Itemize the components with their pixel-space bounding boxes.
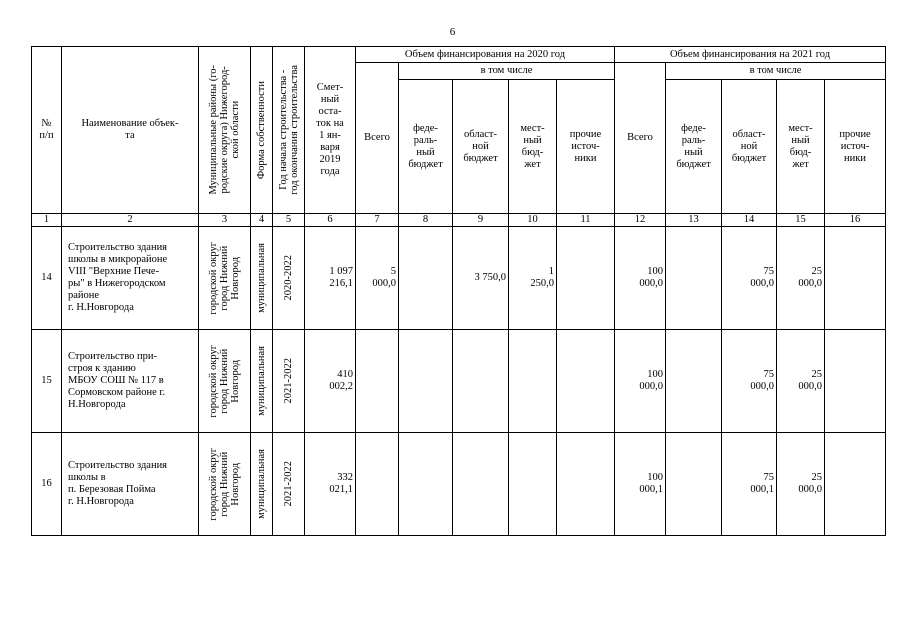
row-regional-2020 <box>453 330 509 433</box>
row-total-2021: 100 000,0 <box>615 330 666 433</box>
row-federal-2021 <box>666 227 722 330</box>
column-number-row <box>32 214 886 227</box>
col-number: 4 <box>251 214 273 227</box>
table-row <box>32 330 886 433</box>
row-regional-2021: 75 000,1 <box>722 433 777 536</box>
row-federal-2021 <box>666 330 722 433</box>
row-local-2021: 25 000,0 <box>777 433 825 536</box>
row-balance: 1 097 216,1 <box>305 227 356 330</box>
header-ownership: Форма собственности <box>256 80 267 180</box>
row-other-2020 <box>557 433 615 536</box>
col-number: 2 <box>62 214 199 227</box>
header-years: Год начала строительства - год окончания строительства <box>277 65 300 195</box>
col-number: 3 <box>199 214 251 227</box>
row-federal-2020 <box>399 330 453 433</box>
row-num: 15 <box>32 330 62 433</box>
row-regional-2021: 75 000,0 <box>722 330 777 433</box>
row-balance: 410 002,2 <box>305 330 356 433</box>
row-regional-2020: 3 750,0 <box>453 227 509 330</box>
row-total-2020 <box>356 433 399 536</box>
header-name: Наименование объек- та <box>62 47 199 214</box>
header-including-2020: в том числе <box>399 63 615 80</box>
header-including-2021: в том числе <box>666 63 886 80</box>
col-number: 6 <box>305 214 356 227</box>
header-other-2021: прочие источ- ники <box>825 80 886 214</box>
col-number: 12 <box>615 214 666 227</box>
row-ownership: муниципальная <box>256 449 267 519</box>
header-total-2021: Всего <box>615 63 666 214</box>
row-local-2020: 1 250,0 <box>509 227 557 330</box>
row-district: городской округ город Нижний Новгород <box>208 241 241 315</box>
col-number: 15 <box>777 214 825 227</box>
col-number: 9 <box>453 214 509 227</box>
row-district: городской округ город Нижний Новгород <box>208 344 241 418</box>
col-number: 7 <box>356 214 399 227</box>
header-local-2020: мест- ный бюд- жет <box>509 80 557 214</box>
row-local-2021: 25 000,0 <box>777 227 825 330</box>
col-number: 8 <box>399 214 453 227</box>
row-name: Строительство здания школы в микрорайоне VIII "Верхние Пече- ры" в Нижегородском районе г. Н.Новгорода <box>62 227 199 330</box>
row-ownership: муниципальная <box>256 346 267 416</box>
table-row <box>32 433 886 536</box>
row-num: 14 <box>32 227 62 330</box>
col-number: 1 <box>32 214 62 227</box>
row-name: Строительство при- строя к зданию МБОУ СОШ № 117 в Сормовском районе г. Н.Новгорода <box>62 330 199 433</box>
row-total-2020: 5 000,0 <box>356 227 399 330</box>
row-name: Строительство здания школы в п. Березовая Пойма г. Н.Новгорода <box>62 433 199 536</box>
row-other-2020 <box>557 330 615 433</box>
header-regional-2020: област- ной бюджет <box>453 80 509 214</box>
row-district: городской округ город Нижний Новгород <box>208 447 241 521</box>
row-total-2021: 100 000,1 <box>615 433 666 536</box>
header-fin-2021: Объем финансирования на 2021 год <box>615 47 886 63</box>
financing-table <box>31 46 886 536</box>
col-number: 10 <box>509 214 557 227</box>
row-regional-2021: 75 000,0 <box>722 227 777 330</box>
col-number: 13 <box>666 214 722 227</box>
header-federal-2020: феде- раль- ный бюджет <box>399 80 453 214</box>
row-num: 16 <box>32 433 62 536</box>
row-federal-2021 <box>666 433 722 536</box>
header-fin-2020: Объем финансирования на 2020 год <box>356 47 615 63</box>
header-total-2020: Всего <box>356 63 399 214</box>
row-federal-2020 <box>399 227 453 330</box>
header-regional-2021: област- ной бюджет <box>722 80 777 214</box>
header-district: Муниципальные районы (го- родские округа) Нижегород- ской области <box>208 65 241 195</box>
row-years: 2021-2022 <box>283 461 294 507</box>
row-local-2020 <box>509 433 557 536</box>
row-total-2021: 100 000,0 <box>615 227 666 330</box>
table-row <box>32 227 886 330</box>
col-number: 11 <box>557 214 615 227</box>
row-other-2021 <box>825 330 886 433</box>
row-other-2021 <box>825 227 886 330</box>
row-regional-2020 <box>453 433 509 536</box>
row-years: 2021-2022 <box>283 358 294 404</box>
page-number: 6 <box>449 26 456 38</box>
row-other-2021 <box>825 433 886 536</box>
row-years: 2020-2022 <box>283 255 294 301</box>
row-local-2020 <box>509 330 557 433</box>
header-balance: Смет- ный оста- ток на 1 ян- варя 2019 года <box>305 47 356 214</box>
header-local-2021: мест- ный бюд- жет <box>777 80 825 214</box>
col-number: 5 <box>273 214 305 227</box>
row-ownership: муниципальная <box>256 243 267 313</box>
col-number: 14 <box>722 214 777 227</box>
row-local-2021: 25 000,0 <box>777 330 825 433</box>
header-num: № п/п <box>32 47 62 214</box>
row-total-2020 <box>356 330 399 433</box>
row-other-2020 <box>557 227 615 330</box>
col-number: 16 <box>825 214 886 227</box>
header-federal-2021: феде- раль- ный бюджет <box>666 80 722 214</box>
row-federal-2020 <box>399 433 453 536</box>
row-balance: 332 021,1 <box>305 433 356 536</box>
header-other-2020: прочие источ- ники <box>557 80 615 214</box>
